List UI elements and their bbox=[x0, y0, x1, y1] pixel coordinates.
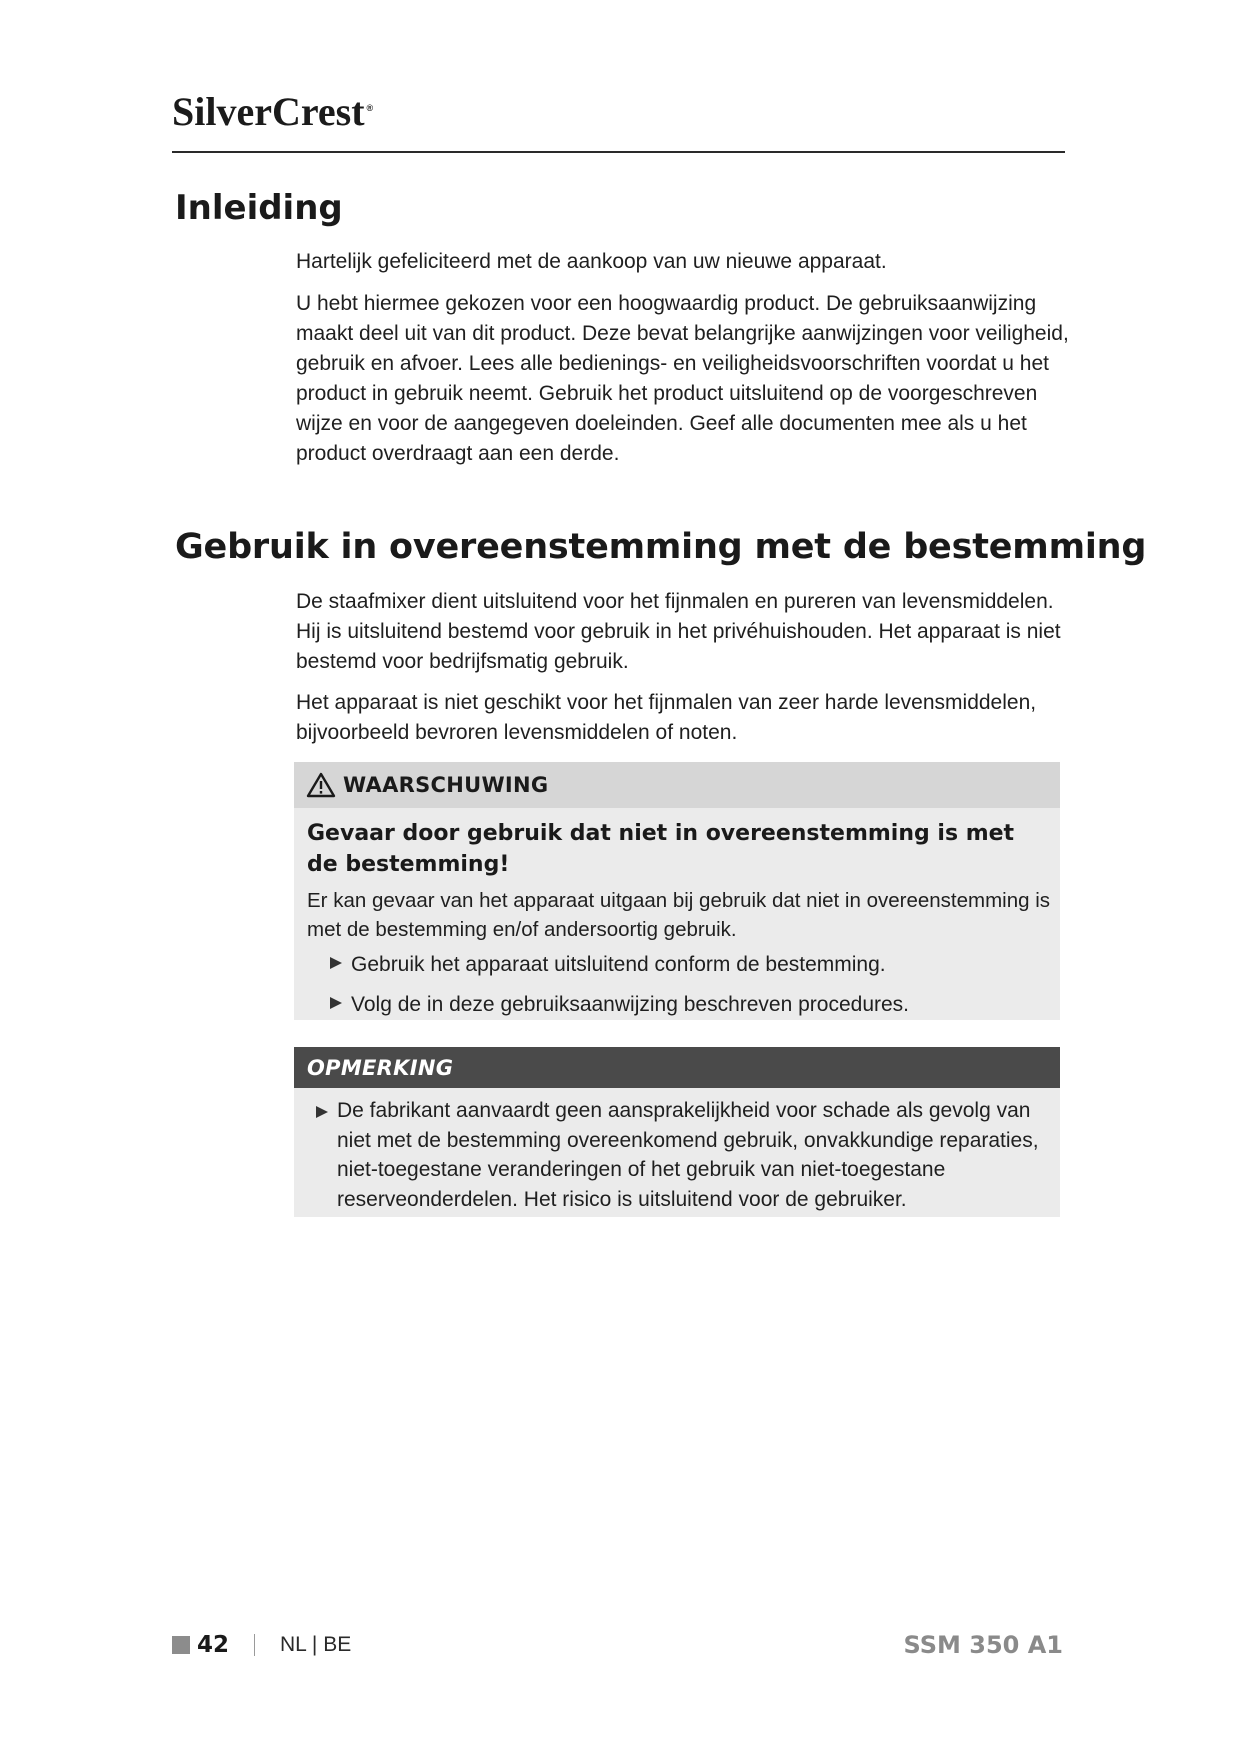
note-title: OPMERKING bbox=[307, 1055, 454, 1080]
intro-paragraph-1: Hartelijk gefeliciteerd met de aankoop van uw nieuwe apparaat. bbox=[296, 250, 887, 273]
note-header bbox=[294, 1047, 1060, 1088]
footer-divider bbox=[254, 1634, 255, 1656]
warning-bullet-text: Gebruik het apparaat uitsluitend conform de bestemming. bbox=[351, 953, 886, 976]
note-box bbox=[294, 1047, 1060, 1217]
note-bullet bbox=[330, 1096, 1052, 1214]
model-number: SSM 350 A1 bbox=[903, 1631, 1063, 1659]
warning-subtitle: Gevaar door gebruik dat niet in overeenstemming is met de bestemming! bbox=[307, 821, 1015, 877]
brand-name: SilverCrest bbox=[172, 89, 365, 134]
section-heading-inleiding: Inleiding bbox=[175, 188, 343, 228]
bullet-arrow-icon bbox=[330, 997, 342, 1009]
registered-mark: ® bbox=[366, 102, 374, 113]
warning-bullet bbox=[330, 950, 886, 979]
bullet-arrow-icon bbox=[330, 957, 342, 969]
section-heading-gebruik: Gebruik in overeenstemming met de bestemming bbox=[175, 527, 1147, 567]
header-divider bbox=[172, 151, 1065, 153]
warning-triangle-icon bbox=[306, 772, 336, 798]
warning-box bbox=[294, 762, 1060, 1020]
warning-body: Er kan gevaar van het apparaat uitgaan bij gebruik dat niet in overeenstemming is met de bestemming en/of andersoortig gebruik. bbox=[307, 889, 1051, 941]
language-code: NL | BE bbox=[280, 1633, 352, 1656]
warning-bullet-text: Volg de in deze gebruiksaanwijzing beschreven procedures. bbox=[351, 993, 910, 1016]
page-footer bbox=[172, 1630, 351, 1660]
note-bullet-text: De fabrikant aanvaardt geen aansprakelijkheid voor schade als gevolg van niet met de bestemming overeenkomend gebruik, onvakkundige reparaties, niet-toegestane veranderingen of het gebruik van niet-toegestane reserveonderdelen. Het risico is uitsluitend voor de gebruiker. bbox=[337, 1099, 1039, 1211]
intro-paragraph-2: U hebt hiermee gekozen voor een hoogwaardig product. De gebruiksaanwijzing maakt deel uit van dit product. Deze bevat belangrijke aanwijzingen voor veiligheid, gebruik en afvoer. Lees alle bedienings- en veiligheidsvoorschriften voordat u het product in gebruik neemt. Gebruik het product uitsluitend op de voorgeschreven wijze en voor de aangegeven doeleinden. Geef alle documenten mee als u het product overdraagt aan een derde. bbox=[296, 292, 1069, 465]
usage-paragraph-2: Het apparaat is niet geschikt voor het fijnmalen van zeer harde levensmiddelen, bijvoorbeeld bevroren levensmiddelen of noten. bbox=[296, 691, 1037, 744]
usage-paragraph-1: De staafmixer dient uitsluitend voor het fijnmalen en pureren van levensmiddelen. Hij is uitsluitend bestemd voor gebruik in het privéhuishouden. Het apparaat is niet bestemd voor bedrijfsmatig gebruik. bbox=[296, 590, 1061, 673]
page-number: 42 bbox=[197, 1632, 230, 1658]
warning-bullet bbox=[330, 990, 909, 1019]
brand-logo bbox=[172, 89, 374, 134]
page-marker-square-icon bbox=[172, 1636, 190, 1654]
warning-header bbox=[294, 762, 1060, 808]
bullet-arrow-icon bbox=[316, 1106, 328, 1118]
warning-title: WAARSCHUWING bbox=[343, 773, 549, 797]
